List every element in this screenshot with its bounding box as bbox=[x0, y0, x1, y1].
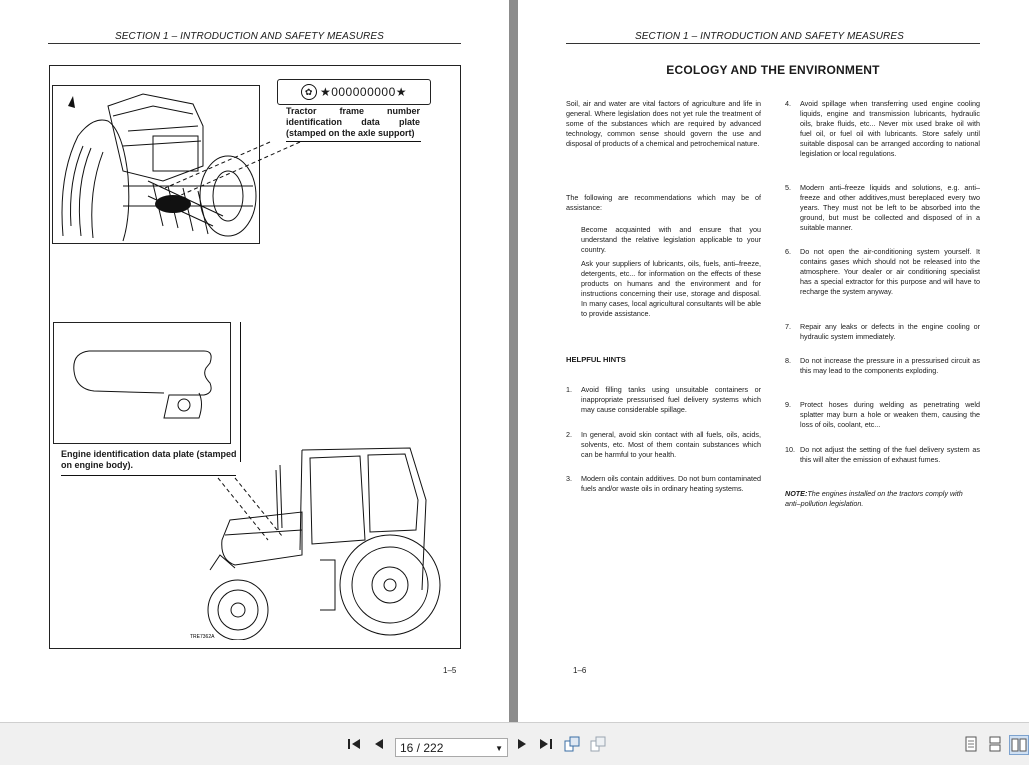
facing-pages-view-icon bbox=[1011, 737, 1027, 753]
section-header: SECTION 1 – INTRODUCTION AND SAFETY MEASURES bbox=[115, 31, 384, 42]
page-indicator: 16 / 222 bbox=[400, 740, 444, 755]
next-page-icon bbox=[515, 737, 529, 751]
continuous-view-icon bbox=[988, 736, 1002, 752]
hint-item: 2. In general, avoid skin contact with all fuels, oils, acids, solvents, etc. Most of them contain substances which can be harmful to your health. bbox=[566, 430, 761, 459]
hint-item: 10. Do not adjust the setting of the fuel delivery system as this will alter the emission of exhaust fumes. bbox=[785, 445, 980, 464]
next-page-button[interactable] bbox=[513, 735, 531, 753]
copy-page-icon bbox=[590, 736, 606, 752]
document-page-right bbox=[518, 0, 1029, 722]
recommendation-paragraph: The following are recommendations which may be of assistance: bbox=[566, 193, 761, 212]
hint-item: 4. Avoid spillage when transferring used engine cooling liquids, engine and transmission lubricants, hydraulic oils, brake fluids, etc... Never mix used brake oil with fuel oil, or fuel oil with lubricants. Store safely until suitable disposal can be arranged according to national legislation or local regulations. bbox=[785, 99, 980, 158]
recommendation-bullet: Ask your suppliers of lubricants, oils, fuels, anti–freeze, detergents, etc... for information on the effects of these products on humans and the environment and for instructions concerning their use, storage and disposal. In many cases, local agricultural consultants will be able to provide assistance. bbox=[581, 259, 761, 318]
hint-item: 3. Modern oils contain additives. Do not burn contaminated fuels and/or waste oils in ordinary heating systems. bbox=[566, 474, 761, 493]
hint-item: 7. Repair any leaks or defects in the engine cooling or hydraulic system immediately. bbox=[785, 322, 980, 341]
helpful-hints-heading: HELPFUL HINTS bbox=[566, 355, 626, 364]
page-number: 1–5 bbox=[443, 666, 457, 675]
hint-item: 8. Do not increase the pressure in a pressurised circuit as this may lead to the components exploding. bbox=[785, 356, 980, 375]
page-title: ECOLOGY AND THE ENVIRONMENT bbox=[666, 63, 880, 77]
continuous-view-button[interactable] bbox=[986, 735, 1004, 753]
hint-item: 6. Do not open the air-conditioning system yourself. It contains gases which should not be released into the atmosphere. Your dealer or air conditioning specialist has a special extractor for this purpose and will have to recharge the system anyway. bbox=[785, 247, 980, 296]
single-page-view-button[interactable] bbox=[962, 735, 980, 753]
first-page-icon bbox=[347, 737, 361, 751]
frame-plate-caption: Tractor frame number identification data plate (stamped on the axle support) bbox=[286, 106, 420, 138]
hint-item: 5. Modern anti–freeze liquids and solutions, e.g. anti–freeze and other additives,must bereplaced every two years. They must not be left to be absorbed into the ground, but must be collected and disposed of in a suitable manner. bbox=[785, 183, 980, 232]
header-rule bbox=[566, 43, 980, 44]
hint-item: 1. Avoid filling tanks using unsuitable containers or inappropriate pressurised fuel delivery systems which may cause considerable spillage. bbox=[566, 385, 761, 414]
document-page-left bbox=[0, 0, 509, 722]
first-page-button[interactable] bbox=[345, 735, 363, 753]
figure-code: TRE7362A bbox=[190, 634, 215, 640]
callout-lines bbox=[0, 0, 509, 722]
page-gutter bbox=[509, 0, 518, 722]
section-header: SECTION 1 – INTRODUCTION AND SAFETY MEASURES bbox=[635, 31, 904, 42]
facing-pages-view-button[interactable] bbox=[1009, 735, 1029, 755]
copy-page-button[interactable] bbox=[589, 735, 607, 753]
intro-paragraph: Soil, air and water are vital factors of agriculture and life in general. Where legislation does not yet rule the treatment of some of the substances which are required by advanced technology, common sense should govern the use and disposal of products of a chemical and petrochemical nature. bbox=[566, 99, 761, 148]
engine-plate-caption: Engine identification data plate (stamped on engine body). bbox=[61, 449, 237, 470]
previous-page-icon bbox=[372, 737, 386, 751]
dropdown-arrow-icon: ▼ bbox=[495, 744, 503, 753]
rotate-view-button[interactable] bbox=[563, 735, 581, 753]
previous-page-button[interactable] bbox=[370, 735, 388, 753]
note-text: NOTE:The engines installed on the tractors comply with anti–pollution legislation. bbox=[785, 489, 963, 508]
hint-item: 9. Protect hoses during welding as penetrating weld splatter may burn a hole or weaken them, causing the loss of oils, coolant, etc... bbox=[785, 400, 980, 429]
page-number: 1–6 bbox=[573, 666, 587, 675]
last-page-icon bbox=[539, 737, 553, 751]
rotate-view-icon bbox=[564, 736, 580, 752]
serial-number: ★000000000★ bbox=[319, 85, 408, 99]
single-page-view-icon bbox=[964, 736, 978, 752]
viewer-toolbar bbox=[0, 722, 1029, 765]
recommendation-bullet: Become acquainted with and ensure that you understand the relative legislation applicable to your country. bbox=[581, 225, 761, 254]
brand-logo-icon: ✿ bbox=[301, 84, 317, 100]
last-page-button[interactable] bbox=[537, 735, 555, 753]
page-number-select[interactable] bbox=[395, 738, 508, 757]
